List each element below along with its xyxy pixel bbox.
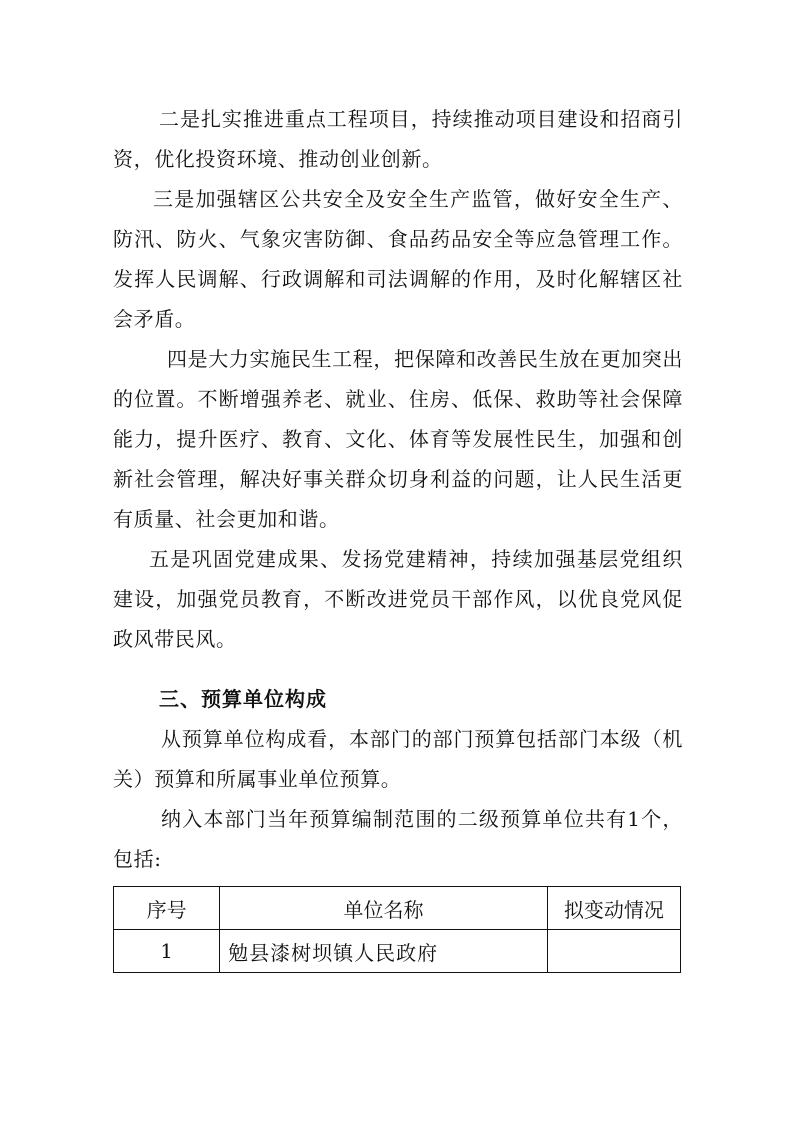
budget-units-table (113, 886, 681, 973)
paragraph-secondary-units: 纳入本部门当年预算编制范围的二级预算单位共有1个，包括: (113, 807, 683, 871)
table-header-row (114, 887, 681, 930)
paragraph-public-safety: 三是加强辖区公共安全及安全生产监管，做好安全生产、防汛、防火、气象灾害防御、食品药品安全等应急管理工作。发挥人民调解、行政调解和司法调解的作用，及时化解辖区社会矛盾。 (113, 187, 683, 331)
row-planned-change (547, 930, 680, 973)
header-unit-name: 单位名称 (220, 887, 548, 930)
paragraph-party-building: 五是巩固党建成果、发扬党建精神，持续加强基层党组织建设，加强党员教育，不断改进党员干部作风，以优良党风促政风带民风。 (113, 547, 683, 651)
table-row (114, 930, 681, 973)
paragraph-livelihood: 四是大力实施民生工程，把保障和改善民生放在更加突出的位置。不断增强养老、就业、住房、低保、救助等社会保障能力，提升医疗、教育、文化、体育等发展性民生，加强和创新社会管理，解决好事关群众切身利益的问题，让人民生活更有质量、社会更加和谐。 (113, 347, 683, 531)
row-unit-name: 勉县漆树坝镇人民政府 (220, 930, 548, 973)
paragraph-project-promotion: 二是扎实推进重点工程项目，持续推动项目建设和招商引资，优化投资环境、推动创业创新。 (113, 107, 683, 171)
section-heading: 三、预算单位构成 (159, 687, 327, 711)
row-seq: 1 (114, 930, 220, 973)
paragraph-budget-composition: 从预算单位构成看，本部门的部门预算包括部门本级（机关）预算和所属事业单位预算。 (113, 727, 683, 791)
header-seq: 序号 (114, 887, 220, 930)
header-planned-change: 拟变动情况 (547, 887, 680, 930)
